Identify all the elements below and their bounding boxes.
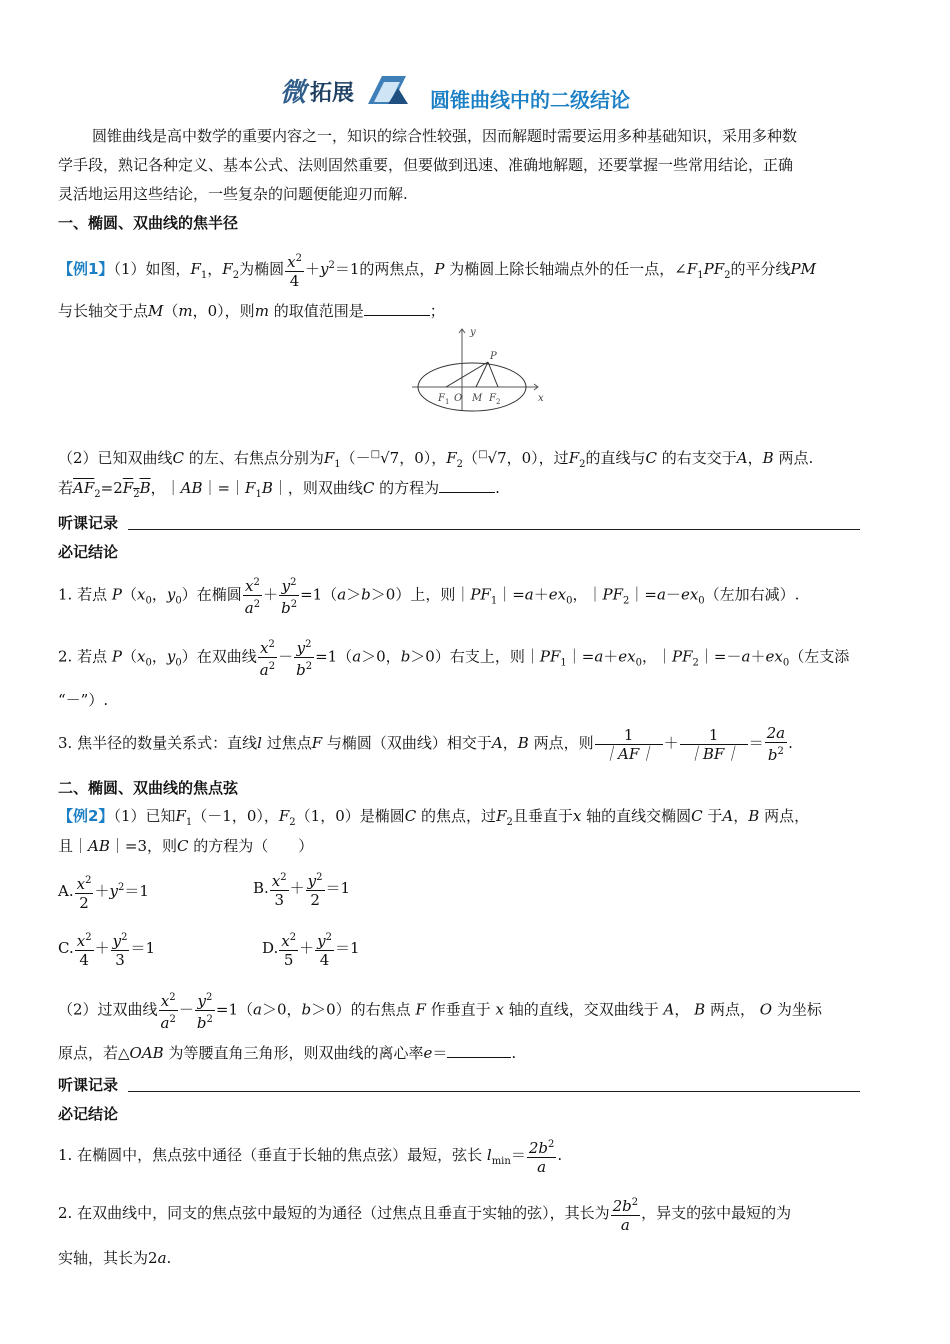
svg-text:1: 1 (445, 398, 450, 406)
figure-label-x: x (538, 393, 544, 404)
example1-line2: 与长轴交于点M（m，0），则m 的取值范围是 ； (58, 302, 445, 320)
example1-tag: 【例1】 (58, 260, 114, 278)
option-c[interactable]: C. $\frac{x^2}{4}$ ＋ $\frac{y^2}{3}$ ＝1 (58, 928, 155, 969)
example1-part2-line2: 若$\overline{AF}_2=2F_2B$，$|AB|=|F_1B|$，则双曲线C 的方程为 . (58, 479, 500, 500)
example2-part2-line2: 原点，若△OAB 为等腰直角三角形，则双曲线的离心率e＝ . (58, 1044, 517, 1062)
conclusion2-2: 2. 在双曲线中，同支的焦点弦中最短的为通径（过焦点且垂直于实轴的弦），其长为 $\frac{2b^2}{a}$ ，异支的弦中最短的为 (58, 1192, 791, 1234)
badge-char: 微 (280, 78, 307, 108)
option-a[interactable]: A. $\frac{x^2}{2}$ $+y^2=1$ (58, 868, 149, 912)
option-b[interactable]: B. $\frac{x^2}{3}$ ＋ $\frac{y^2}{2}$ ＝1 (253, 868, 350, 909)
fraction: $\frac{2a}{b^2}$ (766, 724, 786, 764)
fraction: $\frac{x^2}{a^2}$ (244, 577, 261, 617)
ellipse-figure (410, 325, 548, 413)
intro-line-3: 灵活地运用这些结论，一些复杂的问题便能迎刃而解. (58, 185, 408, 203)
example2-line2: 且｜AB｜=3，则C 的方程为（ ） (58, 837, 314, 855)
example1-line1: 【例1】（1）如图，$F_1$，$F_2$为椭圆 $\frac{x^2}{4}$ $+y^2=1$的两焦点，P 为椭圆上除长轴端点外的任一点，$\angle F_1PF_2$的平分线PM (58, 248, 816, 294)
conclusion2-1: 1. 在椭圆中，焦点弦中通径（垂直于长轴的焦点弦）最短，弦长 $l_{min}=$ $\frac{2b^2}{a}$ . (58, 1134, 562, 1183)
must-remember-label-2: 必记结论 (58, 1105, 119, 1123)
example2-part2-line1: （2）过双曲线 $\frac{x^2}{a^2}$ － $\frac{y^2}{b^2}$ =1（a＞0，b＞0）的右焦点 F 作垂直于 x 轴的直线，交双曲线于 A， B 两点， O 为坐标 (58, 989, 822, 1032)
intro-line-1: 圆锥曲线是高中数学的重要内容之一，知识的综合性较强，因而解题时需要运用多种基础知识，采用多种数 (92, 127, 798, 145)
fraction: $\frac{x^2}{4}$ (76, 932, 92, 969)
conclusion1-3: 3. 焦半径的数量关系式：直线l 过焦点F 与椭圆（双曲线）相交于A，B 两点，则 $\frac{1}{|AF|}$ ＋ $\frac{1}{|BF|}$ ＝ $\frac{2a}{b^2}$ . (58, 724, 793, 764)
notes-label-2: 听课记录 (58, 1076, 119, 1094)
fraction: $\frac{y^2}{b^2}$ (196, 992, 213, 1032)
svg-text:2: 2 (496, 398, 501, 406)
figure-label-p: P (490, 351, 497, 362)
intro-line-2: 学手段，熟记各种定义、基本公式、法则固然重要，但要做到迅速、准确地解题，还要掌握一些常用结论，正确 (58, 156, 794, 174)
fraction: $\frac{x^2}{3}$ (271, 872, 287, 909)
badge-book-icon (364, 72, 410, 106)
example2-line1: 【例2】（1）已知$F_1(-1$，0），$F_2(1$，0）是椭圆C 的焦点，过$F_2$且垂直于x 轴的直线交椭圆C 于A，B 两点， (58, 807, 810, 828)
notes-label-1: 听课记录 (58, 514, 119, 532)
page-title: 圆锥曲线中的二级结论 (430, 88, 630, 112)
fraction: $\frac{x^2}{a^2}$ (160, 992, 176, 1032)
badge-label: 拓展 (310, 81, 355, 106)
extension-badge (278, 70, 410, 106)
example1-part2-line1: （2）已知双曲线C 的左、右焦点分别为$F_1(-^□√7$，0），$F_2(^□√7$，0），过$F_2$的直线与C 的右支交于A，B 两点. (58, 449, 814, 470)
conclusion1-1: 1. 若点 $P(x_0$，$y_0$）在椭圆 $\frac{x^2}{a^2}$ ＋ $\frac{y^2}{b^2}$ =1（a＞b＞0）上，则$|PF_1|=a+ex_0$，$|PF_2|=a-ex_0$（左加右减）. (58, 574, 799, 622)
fraction: $\frac{x^2}{a^2}$ (259, 639, 276, 679)
section2-heading: 二、椭圆、双曲线的焦点弦 (58, 779, 239, 797)
fraction: $\frac{x^2}{2}$ (76, 875, 92, 912)
figure-label-f1: F (438, 393, 445, 404)
fraction: $\frac{1}{|AF|}$ (595, 726, 663, 763)
notes-line-1 (128, 529, 860, 530)
must-remember-label-1: 必记结论 (58, 543, 119, 561)
fraction: $\frac{y^2}{4}$ (317, 932, 332, 969)
notes-line-2 (128, 1091, 860, 1092)
fraction: $\frac{2b^2}{a}$ (528, 1139, 555, 1176)
figure-label-y: y (470, 327, 476, 338)
fraction: $\frac{2b^2}{a}$ (612, 1197, 639, 1234)
option-d[interactable]: D. $\frac{x^2}{5}$ ＋ $\frac{y^2}{4}$ ＝1 (262, 928, 360, 969)
fraction: $\frac{y^2}{2}$ (307, 872, 323, 909)
figure-label-m: M (472, 393, 483, 404)
section1-heading: 一、椭圆、双曲线的焦半径 (58, 214, 239, 232)
fraction: $\frac{y^2}{b^2}$ (296, 639, 313, 679)
conclusion1-2: 2. 若点 $P(x_0$，$y_0$）在双曲线 $\frac{x^2}{a^2}$ － $\frac{y^2}{b^2}$ =1（a＞0，b＞0）右支上，则$|PF_1|=a+ex_0$，$|PF_2|=-a+ex_0$（左支添 (58, 636, 849, 684)
figure-label-f2: F (489, 393, 496, 404)
conclusion1-2b: “－”）. (58, 691, 109, 709)
example2-tag: 【例2】 (58, 807, 114, 825)
fraction: $\frac{y^2}{b^2}$ (281, 577, 298, 617)
fraction: $\frac{1}{|BF|}$ (680, 726, 748, 763)
fraction: $\frac{x^2}{4}$ (287, 253, 302, 290)
figure-label-o: O (454, 393, 463, 404)
fraction: $\frac{x^2}{5}$ (281, 932, 297, 969)
fraction: $\frac{y^2}{3}$ (112, 932, 128, 969)
conclusion2-3: 实轴，其长为2a. (58, 1249, 172, 1267)
